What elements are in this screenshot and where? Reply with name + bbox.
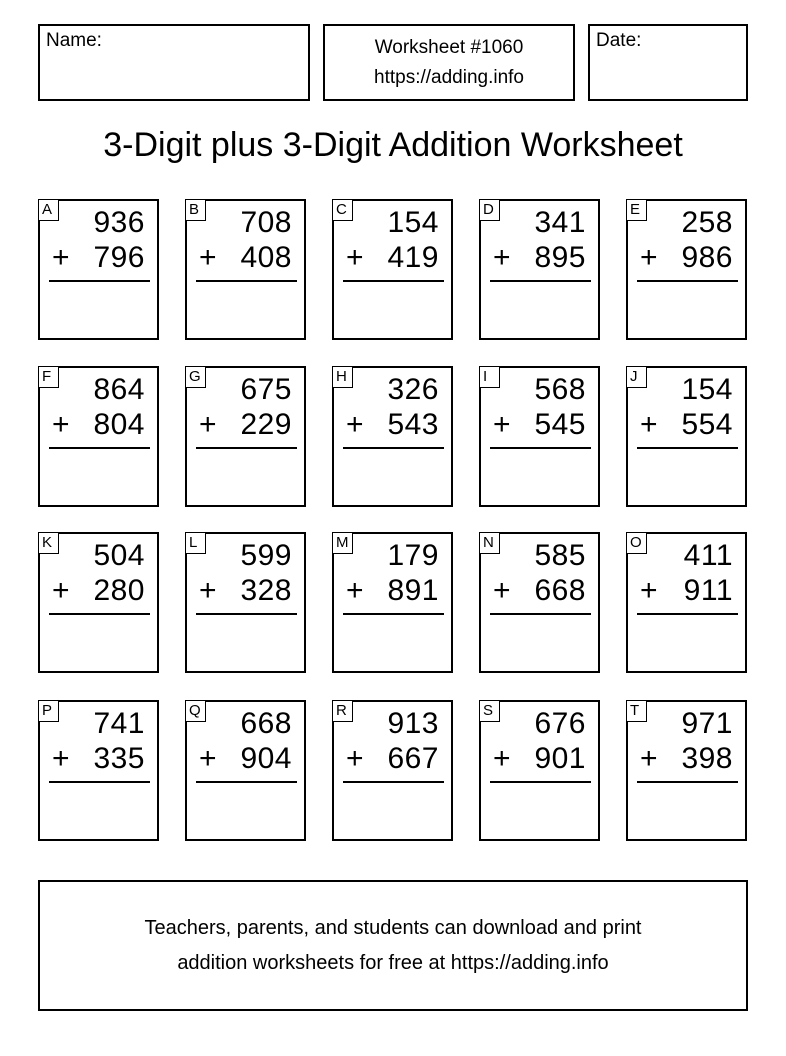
answer-rule bbox=[196, 280, 297, 282]
problem-card[interactable] bbox=[626, 199, 747, 340]
problem-top-addend: 913 bbox=[387, 707, 439, 740]
problem-bottom-addend: 335 bbox=[93, 742, 145, 775]
plus-sign: + bbox=[52, 742, 70, 775]
problem-top-addend: 864 bbox=[93, 373, 145, 406]
problem-label: B bbox=[185, 199, 206, 221]
problem-label: L bbox=[185, 532, 206, 554]
problem-bottom-addend: 545 bbox=[534, 408, 586, 441]
problem-bottom-addend: 986 bbox=[681, 241, 733, 274]
problem-label: G bbox=[185, 366, 206, 388]
plus-sign: + bbox=[346, 742, 364, 775]
problem-card[interactable] bbox=[479, 366, 600, 507]
plus-sign: + bbox=[493, 408, 511, 441]
problem-label: D bbox=[479, 199, 500, 221]
problem-label: H bbox=[332, 366, 353, 388]
answer-rule bbox=[196, 447, 297, 449]
problem-bottom-addend: 280 bbox=[93, 574, 145, 607]
answer-rule bbox=[637, 280, 738, 282]
answer-rule bbox=[49, 781, 150, 783]
answer-rule bbox=[637, 781, 738, 783]
footer-line-1: Teachers, parents, and students can download and print bbox=[144, 917, 642, 939]
problem-label: K bbox=[38, 532, 59, 554]
plus-sign: + bbox=[52, 241, 70, 274]
problem-top-addend: 585 bbox=[534, 539, 586, 572]
problem-card[interactable] bbox=[38, 532, 159, 673]
problem-bottom-addend: 901 bbox=[534, 742, 586, 775]
problem-bottom-addend: 911 bbox=[683, 574, 733, 607]
answer-rule bbox=[49, 613, 150, 615]
problem-card[interactable] bbox=[332, 700, 453, 841]
answer-rule bbox=[490, 447, 591, 449]
problem-top-addend: 599 bbox=[240, 539, 292, 572]
answer-rule bbox=[196, 781, 297, 783]
plus-sign: + bbox=[52, 408, 70, 441]
problem-bottom-addend: 543 bbox=[387, 408, 439, 441]
problem-card[interactable] bbox=[185, 199, 306, 340]
problem-top-addend: 741 bbox=[93, 707, 145, 740]
problem-bottom-addend: 229 bbox=[240, 408, 292, 441]
plus-sign: + bbox=[52, 574, 70, 607]
plus-sign: + bbox=[199, 241, 217, 274]
problem-label: N bbox=[479, 532, 500, 554]
problem-top-addend: 504 bbox=[93, 539, 145, 572]
problem-label: Q bbox=[185, 700, 206, 722]
worksheet-number: Worksheet #1060 bbox=[374, 37, 524, 58]
problem-bottom-addend: 891 bbox=[387, 574, 439, 607]
plus-sign: + bbox=[199, 574, 217, 607]
answer-rule bbox=[49, 447, 150, 449]
page-title: 3-Digit plus 3-Digit Addition Worksheet bbox=[103, 126, 683, 164]
problem-label: F bbox=[38, 366, 59, 388]
problem-card[interactable] bbox=[479, 532, 600, 673]
problem-bottom-addend: 895 bbox=[534, 241, 586, 274]
problem-label: E bbox=[626, 199, 647, 221]
problem-top-addend: 568 bbox=[534, 373, 586, 406]
footer-line-2: addition worksheets for free at https://adding.info bbox=[177, 952, 609, 974]
problem-bottom-addend: 419 bbox=[387, 241, 439, 274]
problem-label: J bbox=[626, 366, 647, 388]
problem-bottom-addend: 668 bbox=[534, 574, 586, 607]
problem-label: S bbox=[479, 700, 500, 722]
problem-label: C bbox=[332, 199, 353, 221]
problem-card[interactable] bbox=[479, 199, 600, 340]
plus-sign: + bbox=[199, 742, 217, 775]
problem-card[interactable] bbox=[332, 532, 453, 673]
answer-rule bbox=[196, 613, 297, 615]
problem-bottom-addend: 554 bbox=[681, 408, 733, 441]
plus-sign: + bbox=[640, 241, 658, 274]
plus-sign: + bbox=[640, 408, 658, 441]
problem-top-addend: 676 bbox=[534, 707, 586, 740]
plus-sign: + bbox=[346, 408, 364, 441]
problem-top-addend: 179 bbox=[387, 539, 439, 572]
worksheet-url[interactable]: https://adding.info bbox=[374, 67, 524, 88]
problem-top-addend: 341 bbox=[534, 206, 586, 239]
problem-card[interactable] bbox=[185, 366, 306, 507]
problem-card[interactable] bbox=[332, 366, 453, 507]
answer-rule bbox=[343, 781, 444, 783]
answer-rule bbox=[49, 280, 150, 282]
problem-bottom-addend: 667 bbox=[387, 742, 439, 775]
plus-sign: + bbox=[346, 241, 364, 274]
name-label: Name: bbox=[46, 30, 102, 51]
answer-rule bbox=[343, 280, 444, 282]
problem-top-addend: 154 bbox=[387, 206, 439, 239]
problem-bottom-addend: 804 bbox=[93, 408, 145, 441]
plus-sign: + bbox=[493, 742, 511, 775]
problem-label: M bbox=[332, 532, 353, 554]
problem-card[interactable] bbox=[626, 366, 747, 507]
answer-rule bbox=[490, 613, 591, 615]
answer-rule bbox=[637, 613, 738, 615]
footer-box bbox=[38, 880, 748, 1011]
problem-card[interactable] bbox=[626, 532, 747, 673]
problem-top-addend: 708 bbox=[240, 206, 292, 239]
problem-card[interactable] bbox=[626, 700, 747, 841]
answer-rule bbox=[343, 447, 444, 449]
problem-top-addend: 154 bbox=[681, 373, 733, 406]
problem-bottom-addend: 904 bbox=[240, 742, 292, 775]
problem-label: P bbox=[38, 700, 59, 722]
problem-label: A bbox=[38, 199, 59, 221]
problem-bottom-addend: 408 bbox=[240, 241, 292, 274]
problem-card[interactable] bbox=[479, 700, 600, 841]
problem-top-addend: 326 bbox=[387, 373, 439, 406]
problem-label: O bbox=[626, 532, 647, 554]
plus-sign: + bbox=[640, 574, 658, 607]
problem-label: T bbox=[626, 700, 647, 722]
problem-top-addend: 675 bbox=[240, 373, 292, 406]
problem-card[interactable] bbox=[332, 199, 453, 340]
problem-card[interactable] bbox=[185, 532, 306, 673]
plus-sign: + bbox=[199, 408, 217, 441]
problem-bottom-addend: 398 bbox=[681, 742, 733, 775]
problem-top-addend: 411 bbox=[683, 539, 733, 572]
problem-top-addend: 668 bbox=[240, 707, 292, 740]
problem-top-addend: 258 bbox=[681, 206, 733, 239]
problem-bottom-addend: 796 bbox=[93, 241, 145, 274]
answer-rule bbox=[490, 781, 591, 783]
problem-label: I bbox=[479, 366, 500, 388]
plus-sign: + bbox=[640, 742, 658, 775]
problem-label: R bbox=[332, 700, 353, 722]
plus-sign: + bbox=[493, 241, 511, 274]
answer-rule bbox=[490, 280, 591, 282]
problem-card[interactable] bbox=[38, 366, 159, 507]
problem-card[interactable] bbox=[38, 199, 159, 340]
plus-sign: + bbox=[346, 574, 364, 607]
plus-sign: + bbox=[493, 574, 511, 607]
problem-card[interactable] bbox=[185, 700, 306, 841]
problem-card[interactable] bbox=[38, 700, 159, 841]
problem-top-addend: 936 bbox=[93, 206, 145, 239]
date-label: Date: bbox=[596, 30, 642, 51]
answer-rule bbox=[637, 447, 738, 449]
answer-rule bbox=[343, 613, 444, 615]
problem-top-addend: 971 bbox=[681, 707, 733, 740]
problem-bottom-addend: 328 bbox=[240, 574, 292, 607]
